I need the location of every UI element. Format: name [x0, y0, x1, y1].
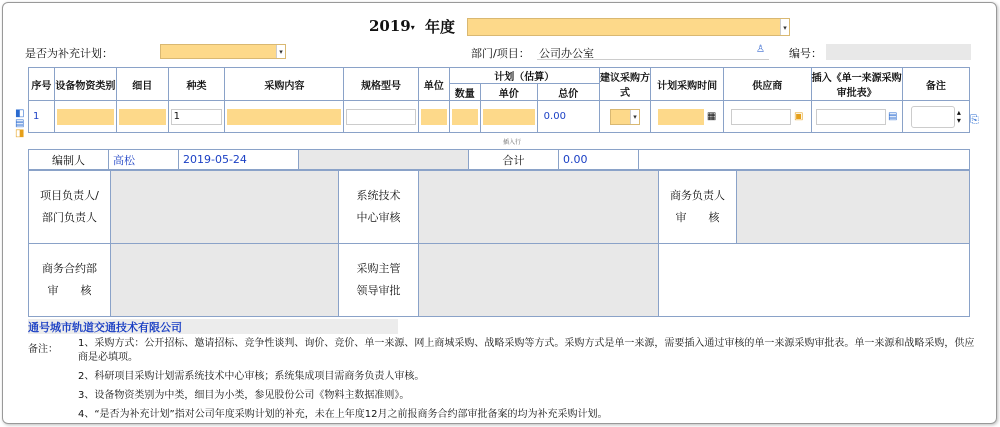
- date-value: 2019-05-24: [179, 150, 299, 170]
- col-price: 单价: [480, 84, 537, 101]
- content-cell: [225, 101, 344, 133]
- blank-cell: [659, 244, 970, 317]
- item-input[interactable]: [119, 109, 166, 125]
- note-item: 4、“是否为补充计划”指对公司年度采购计划的补充，未在上年度12月之前报商务合约部审批备案的均为补充采购计划。: [78, 409, 608, 420]
- calendar-icon[interactable]: ▦: [706, 111, 717, 122]
- col-time: 计划采购时间: [651, 68, 723, 101]
- supplier-input[interactable]: [731, 109, 791, 125]
- dept-field[interactable]: [537, 43, 769, 60]
- col-content: 采购内容: [225, 68, 344, 101]
- year-suffix: 年度: [425, 18, 456, 36]
- proj-approval-label: [29, 171, 111, 244]
- col-method: 建议采购方式: [599, 68, 651, 101]
- insert-row-link[interactable]: 插入行: [503, 139, 522, 146]
- author-label: 编制人: [29, 150, 109, 170]
- supplier-cell: [723, 101, 811, 133]
- unit-input[interactable]: [421, 109, 447, 125]
- company-bar: [28, 319, 398, 334]
- remark-cell: [902, 101, 969, 133]
- unit-cell: [418, 101, 449, 133]
- table-row: [29, 101, 970, 133]
- number-field: [826, 44, 971, 60]
- chevron-down-icon: ▾: [780, 19, 789, 35]
- tech-label-line2: 中心审核: [356, 211, 401, 224]
- company-name: 通号城市轨道交通技术有限公司: [28, 321, 182, 334]
- purchase-table: [28, 67, 970, 133]
- contract-approval-label: [29, 244, 111, 317]
- biz-approval-box[interactable]: [737, 171, 970, 244]
- price-input[interactable]: [483, 109, 535, 125]
- sum-label: 合计: [469, 150, 559, 170]
- approval-table: [28, 170, 970, 317]
- info-table: [28, 149, 970, 170]
- category-cell: [54, 101, 116, 133]
- spec-input[interactable]: [346, 109, 415, 125]
- dept-label: 部门/项目：: [471, 47, 530, 60]
- insert-single-cell: [811, 101, 902, 133]
- col-seq: 序号: [29, 68, 55, 101]
- spec-cell: [344, 101, 418, 133]
- col-plan: 计划（估算）: [449, 68, 599, 84]
- note-item: 3、设备物资类别为中类，细目为小类，参见股份公司《物料主数据准则》。: [78, 390, 410, 401]
- kind-cell: [168, 101, 225, 133]
- contract-approval-box[interactable]: [111, 244, 339, 317]
- proj-label-line1: 项目负责人/: [40, 189, 99, 202]
- time-input[interactable]: [658, 109, 704, 125]
- row-move-icon[interactable]: ◧ ▤ ◨: [15, 108, 25, 139]
- number-label: 编号：: [789, 47, 822, 60]
- col-supplier: 供应商: [723, 68, 811, 101]
- author-value: 高松: [109, 150, 179, 170]
- contract-label-line2: 审 核: [47, 284, 92, 297]
- tech-label-line1: 系统技术: [356, 189, 401, 202]
- biz-label-line2: 审 核: [675, 211, 720, 224]
- total-value: 0.00: [537, 101, 599, 133]
- contract-label-line1: 商务合约部: [42, 262, 97, 275]
- price-cell: [480, 101, 537, 133]
- note-item: 1、采购方式：公开招标、邀请招标、竞争性谈判、询价、竞价、单一来源、网上商城采购、战略采购等方式。采购方式是单一来源，需要插入通过审核的单一来源采购审批表。单一来源和战略采购，供应商是必填项。: [78, 338, 975, 363]
- blank-cell: [639, 150, 970, 170]
- blank-cell: [299, 150, 469, 170]
- person-select-icon[interactable]: ♙: [756, 44, 765, 55]
- purchase-label-line2: 领导审批: [356, 284, 401, 297]
- col-insert-single: 插入《单一来源采购审批表》: [811, 68, 902, 101]
- purchase-approval-label: [339, 244, 419, 317]
- row-seq: 1: [29, 101, 55, 133]
- category-input[interactable]: [57, 109, 114, 125]
- notes-list: [78, 337, 978, 422]
- chevron-down-icon: ▾: [410, 22, 415, 32]
- item-cell: [116, 101, 168, 133]
- dept-value: 公司办公室: [539, 47, 594, 60]
- col-unit: 单位: [418, 68, 449, 101]
- notes-label: 备注：: [28, 344, 58, 355]
- tech-approval-box[interactable]: [419, 171, 659, 244]
- chevron-down-icon: ▾: [630, 110, 639, 124]
- purchase-label-line1: 采购主管: [356, 262, 401, 275]
- col-spec: 规格型号: [344, 68, 418, 101]
- biz-approval-label: [659, 171, 737, 244]
- method-cell: [599, 101, 651, 133]
- col-qty: 数量: [449, 84, 480, 101]
- annual-plan-dropdown[interactable]: [467, 18, 790, 36]
- form-window: [2, 2, 997, 424]
- scroll-arrows-icon[interactable]: ▴ ▾: [956, 107, 961, 125]
- content-input[interactable]: [227, 109, 341, 125]
- kind-input[interactable]: 1: [171, 109, 223, 125]
- method-dropdown[interactable]: [610, 109, 640, 125]
- year-select[interactable]: [369, 17, 415, 35]
- delete-row-icon[interactable]: ⎘: [970, 113, 979, 126]
- col-category: 设备物资类别: [54, 68, 116, 101]
- col-remark: 备注: [902, 68, 969, 101]
- qty-input[interactable]: [452, 109, 478, 125]
- col-total: 总价: [537, 84, 599, 101]
- supplementary-label: 是否为补充计划：: [25, 47, 113, 60]
- note-item: 2、科研项目采购计划需系统技术中心审核；系统集成项目需商务负责人审核。: [78, 371, 425, 382]
- year-value: 2019: [369, 17, 411, 35]
- col-kind: 种类: [168, 68, 225, 101]
- attachment-icon[interactable]: ▤: [887, 111, 898, 122]
- proj-approval-box[interactable]: [111, 171, 339, 244]
- remark-textarea[interactable]: [911, 106, 955, 128]
- chevron-down-icon: ▾: [276, 45, 285, 58]
- time-cell: [651, 101, 723, 133]
- tech-approval-label: [339, 171, 419, 244]
- qty-cell: [449, 101, 480, 133]
- insert-single-input[interactable]: [816, 109, 886, 125]
- col-item: 细目: [116, 68, 168, 101]
- supplementary-dropdown[interactable]: [160, 44, 286, 59]
- proj-label-line2: 部门负责人: [42, 211, 97, 224]
- purchase-approval-box[interactable]: [419, 244, 659, 317]
- sum-value: 0.00: [559, 150, 639, 170]
- biz-label-line1: 商务负责人: [670, 189, 725, 202]
- supplier-lookup-icon[interactable]: ▣: [794, 111, 804, 122]
